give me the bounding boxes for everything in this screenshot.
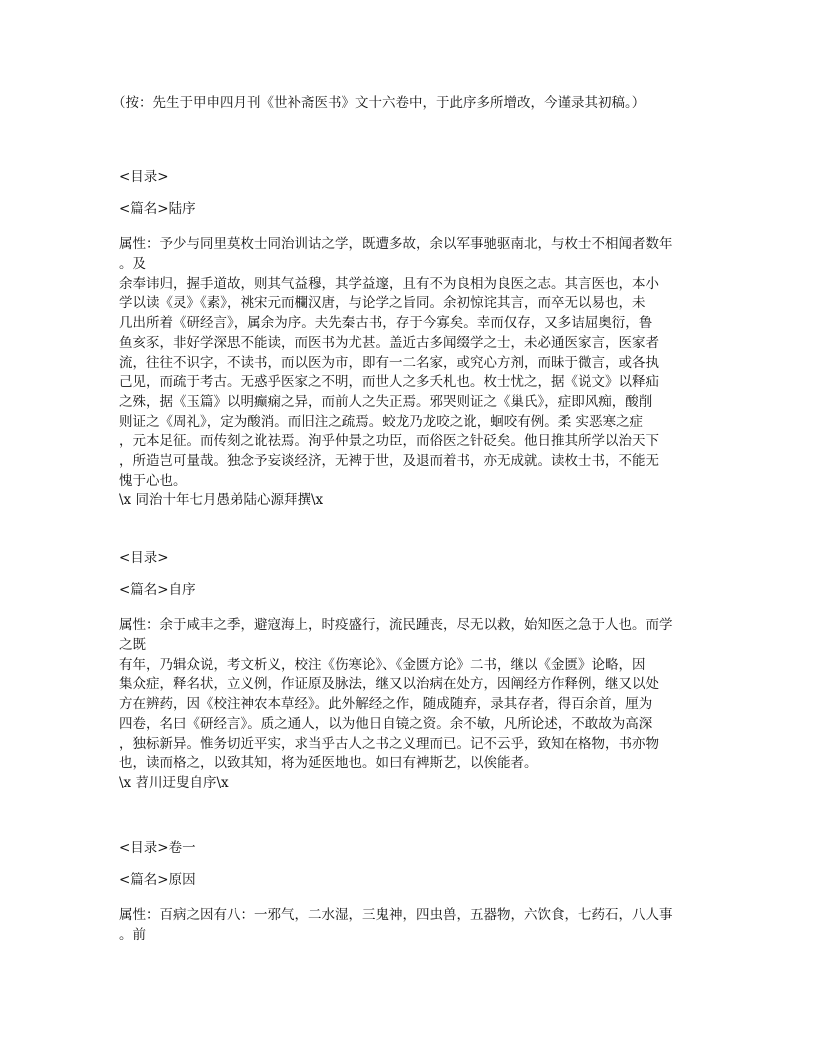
- text-line: 学以读《灵》《素》，祧宋元而欄汉唐，与论学之旨同。余初惊诧其言，而卒无以易也，未: [119, 295, 646, 312]
- text-line: \x 同治十年七月愚弟陆心源拜撰\x: [119, 492, 324, 509]
- chapter-title: <篇名>原因: [119, 871, 196, 888]
- text-line: 几出所着《研经言》，属余为序。夫先秦古书，存于今寡矣。幸而仅存，又多诘屈奥衍，鲁: [119, 315, 653, 332]
- text-line: 则证之《周礼》，定为酸消。而旧注之疏焉。蛟龙乃龙咬之讹，蛔咬有例。柔 实恶寒之症: [119, 413, 644, 430]
- text-line: 流，往往不识字，不读书，而以医为市，即有一二名家，或究心方剂，而昧于微言，或各执: [119, 354, 659, 371]
- toc-heading: <目录>: [119, 550, 169, 566]
- section-volume-one: [119, 839, 719, 946]
- text-line: 四卷，名曰《研经言》。质之通人，以为他日自镜之资。余不敏，凡所论述，不敢故为高深: [119, 715, 653, 732]
- text-line: 之既: [119, 637, 146, 654]
- text-line: 己见，而疏于考古。无惑乎医家之不明，而世人之多夭札也。枚士忧之，据《说文》以释疝: [119, 374, 659, 391]
- section-body: [119, 235, 719, 511]
- text-line: 之殊，据《玉篇》以明癫痫之异，而前人之失正焉。邪哭则证之《巢氏》，症即风痴，酸削: [119, 393, 653, 410]
- chapter-title: <篇名>陆序: [119, 200, 196, 217]
- text-line: 方在辨药，因《校注神农本草经》。此外解经之作，随成随弃，录其存者，得百余首，厘为: [119, 696, 653, 713]
- section-body: [119, 906, 719, 945]
- text-line: 。及: [119, 256, 146, 273]
- text-line: 属性：百病之因有八：一邪气，二水湿，三鬼神，四虫兽，五器物，六饮食，七药石，八人事: [119, 907, 673, 924]
- text-line: ，元本足征。而传刻之讹祛焉。洵乎仲景之功臣，而俗医之针砭矣。他日推其所学以治天下: [119, 433, 659, 450]
- text-line: 。前: [119, 927, 146, 944]
- text-line: ，独标新异。惟务切近平实，求当乎古人之书之义理而已。记不云乎，致知在格物，书亦物: [119, 735, 659, 752]
- text-line: 属性：予少与同里莫枚士同治训诂之学，既遭多故，余以军事驰驱南北，与枚士不相闻者数年: [119, 236, 673, 253]
- text-line: 也，读而格之，以致其知，将为延医地也。如曰有裨斯艺，以俟能者。: [119, 755, 538, 772]
- editor-note: （按：先生于甲申四月刊《世补斋医书》文十六卷中，于此序多所增改，今谨录其初稿。）: [112, 95, 646, 111]
- section-preface-self: [119, 549, 719, 794]
- text-line: ，所造岂可量哉。独念予妄谈经济，无裨于世，及退而着书，亦无成就。读枚士书，不能无: [119, 452, 659, 469]
- chapter-title: <篇名>自序: [119, 581, 196, 598]
- toc-heading: <目录>: [119, 169, 169, 185]
- text-line: 集众症，释名状，立义例，作证原及脉法，继又以治病在处方，因阐经方作释例，继又以处: [119, 676, 659, 693]
- toc-heading: <目录>卷一: [119, 840, 196, 856]
- text-line: 属性：余于咸丰之季，避寇海上，时疫盛行，流民踵丧，尽无以救，始知医之急于人也。而学: [119, 617, 673, 634]
- section-body: [119, 616, 719, 793]
- text-line: \x 苕川迂叟自序\x: [119, 774, 229, 791]
- text-line: 余奉讳归，握手道故，则其气益穆，其学益邃，且有不为良相为良医之志。其言医也，本小: [119, 275, 659, 292]
- text-line: 愧于心也。: [119, 472, 187, 489]
- section-preface-lu: [119, 168, 719, 511]
- text-line: 有年，乃辑众说，考文析义，校注《伤寒论》、《金匮方论》二书，继以《金匮》论略，因: [119, 656, 646, 673]
- text-line: 鱼亥豕，非好学深思不能读，而医书为尤甚。盖近古多闻缀学之士，未必通医家言，医家者: [119, 334, 659, 351]
